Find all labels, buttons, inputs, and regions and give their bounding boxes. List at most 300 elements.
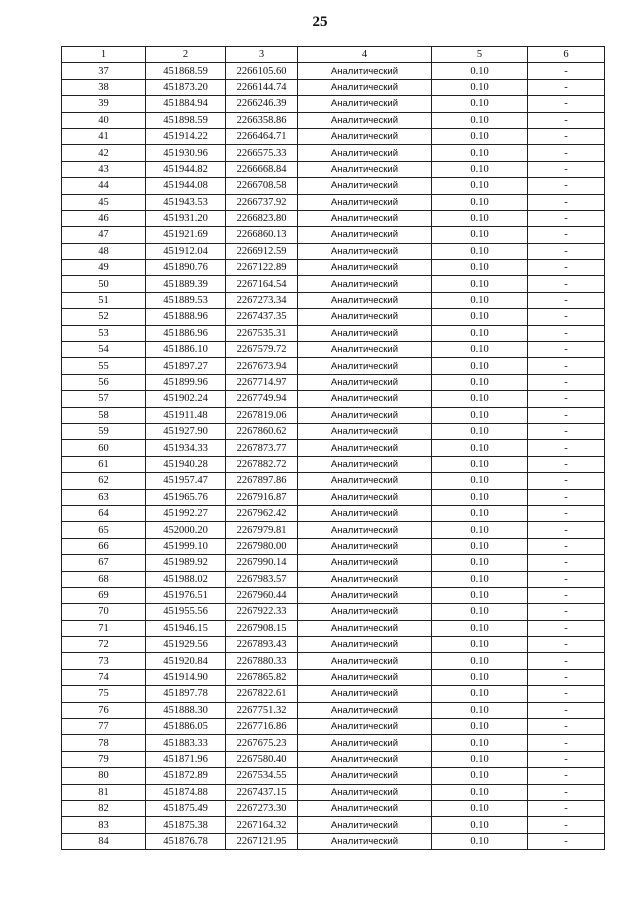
- x-coordinate-cell: 451890.76: [146, 260, 226, 276]
- point-number-cell: 65: [62, 522, 146, 538]
- method-cell: Аналитический: [298, 473, 432, 489]
- header-cell: 2: [146, 47, 226, 63]
- point-number-cell: 59: [62, 423, 146, 439]
- table-row: [62, 358, 605, 374]
- method-cell: Аналитический: [298, 669, 432, 685]
- accuracy-cell: 0.10: [432, 79, 528, 95]
- method-cell: Аналитический: [298, 96, 432, 112]
- accuracy-cell: 0.10: [432, 538, 528, 554]
- accuracy-cell: 0.10: [432, 669, 528, 685]
- note-cell: -: [528, 194, 605, 210]
- x-coordinate-cell: 451988.02: [146, 571, 226, 587]
- point-number-cell: 47: [62, 227, 146, 243]
- method-cell: Аналитический: [298, 440, 432, 456]
- table-row: [62, 210, 605, 226]
- y-coordinate-cell: 2267897.86: [226, 473, 298, 489]
- x-coordinate-cell: 451927.90: [146, 423, 226, 439]
- note-cell: -: [528, 210, 605, 226]
- accuracy-cell: 0.10: [432, 768, 528, 784]
- y-coordinate-cell: 2267860.62: [226, 423, 298, 439]
- method-cell: Аналитический: [298, 833, 432, 849]
- table-row: [62, 79, 605, 95]
- note-cell: -: [528, 505, 605, 521]
- table-row: [62, 374, 605, 390]
- table-row: [62, 128, 605, 144]
- y-coordinate-cell: 2266575.33: [226, 145, 298, 161]
- accuracy-cell: 0.10: [432, 735, 528, 751]
- note-cell: -: [528, 227, 605, 243]
- accuracy-cell: 0.10: [432, 686, 528, 702]
- x-coordinate-cell: 451930.96: [146, 145, 226, 161]
- accuracy-cell: 0.10: [432, 620, 528, 636]
- method-cell: Аналитический: [298, 817, 432, 833]
- method-cell: Аналитический: [298, 210, 432, 226]
- y-coordinate-cell: 2267121.95: [226, 833, 298, 849]
- method-cell: Аналитический: [298, 784, 432, 800]
- table-row: [62, 489, 605, 505]
- accuracy-cell: 0.10: [432, 505, 528, 521]
- point-number-cell: 70: [62, 604, 146, 620]
- table-row: [62, 637, 605, 653]
- point-number-cell: 54: [62, 342, 146, 358]
- accuracy-cell: 0.10: [432, 751, 528, 767]
- accuracy-cell: 0.10: [432, 423, 528, 439]
- y-coordinate-cell: 2267960.44: [226, 587, 298, 603]
- x-coordinate-cell: 451883.33: [146, 735, 226, 751]
- method-cell: Аналитический: [298, 79, 432, 95]
- note-cell: -: [528, 423, 605, 439]
- method-cell: Аналитический: [298, 325, 432, 341]
- point-number-cell: 69: [62, 587, 146, 603]
- y-coordinate-cell: 2267882.72: [226, 456, 298, 472]
- accuracy-cell: 0.10: [432, 227, 528, 243]
- y-coordinate-cell: 2267437.15: [226, 784, 298, 800]
- table-header: [62, 47, 605, 63]
- table-row: [62, 784, 605, 800]
- note-cell: -: [528, 374, 605, 390]
- table-row: [62, 587, 605, 603]
- method-cell: Аналитический: [298, 145, 432, 161]
- point-number-cell: 62: [62, 473, 146, 489]
- header-cell: 3: [226, 47, 298, 63]
- table-body: [62, 63, 605, 850]
- method-cell: Аналитический: [298, 112, 432, 128]
- y-coordinate-cell: 2266144.74: [226, 79, 298, 95]
- point-number-cell: 77: [62, 719, 146, 735]
- table-row: [62, 719, 605, 735]
- point-number-cell: 79: [62, 751, 146, 767]
- note-cell: -: [528, 620, 605, 636]
- x-coordinate-cell: 452000.20: [146, 522, 226, 538]
- note-cell: -: [528, 669, 605, 685]
- method-cell: Аналитический: [298, 489, 432, 505]
- accuracy-cell: 0.10: [432, 63, 528, 79]
- note-cell: -: [528, 833, 605, 849]
- y-coordinate-cell: 2266860.13: [226, 227, 298, 243]
- method-cell: Аналитический: [298, 587, 432, 603]
- accuracy-cell: 0.10: [432, 440, 528, 456]
- x-coordinate-cell: 451902.24: [146, 391, 226, 407]
- point-number-cell: 49: [62, 260, 146, 276]
- accuracy-cell: 0.10: [432, 178, 528, 194]
- method-cell: Аналитический: [298, 128, 432, 144]
- header-cell: 1: [62, 47, 146, 63]
- x-coordinate-cell: 451929.56: [146, 637, 226, 653]
- point-number-cell: 76: [62, 702, 146, 718]
- accuracy-cell: 0.10: [432, 96, 528, 112]
- note-cell: -: [528, 309, 605, 325]
- table-row: [62, 63, 605, 79]
- accuracy-cell: 0.10: [432, 522, 528, 538]
- method-cell: Аналитический: [298, 604, 432, 620]
- point-number-cell: 72: [62, 637, 146, 653]
- point-number-cell: 41: [62, 128, 146, 144]
- x-coordinate-cell: 451897.27: [146, 358, 226, 374]
- table-row: [62, 620, 605, 636]
- method-cell: Аналитический: [298, 260, 432, 276]
- accuracy-cell: 0.10: [432, 112, 528, 128]
- accuracy-cell: 0.10: [432, 456, 528, 472]
- note-cell: -: [528, 473, 605, 489]
- point-number-cell: 74: [62, 669, 146, 685]
- accuracy-cell: 0.10: [432, 260, 528, 276]
- table-row: [62, 243, 605, 259]
- note-cell: -: [528, 161, 605, 177]
- table-row: [62, 309, 605, 325]
- note-cell: -: [528, 768, 605, 784]
- x-coordinate-cell: 451876.78: [146, 833, 226, 849]
- y-coordinate-cell: 2267819.06: [226, 407, 298, 423]
- x-coordinate-cell: 451889.39: [146, 276, 226, 292]
- table-row: [62, 145, 605, 161]
- note-cell: -: [528, 784, 605, 800]
- note-cell: -: [528, 604, 605, 620]
- method-cell: Аналитический: [298, 358, 432, 374]
- accuracy-cell: 0.10: [432, 800, 528, 816]
- x-coordinate-cell: 451911.48: [146, 407, 226, 423]
- y-coordinate-cell: 2267908.15: [226, 620, 298, 636]
- note-cell: -: [528, 751, 605, 767]
- x-coordinate-cell: 451873.20: [146, 79, 226, 95]
- method-cell: Аналитический: [298, 391, 432, 407]
- x-coordinate-cell: 451888.96: [146, 309, 226, 325]
- point-number-cell: 45: [62, 194, 146, 210]
- table-row: [62, 227, 605, 243]
- x-coordinate-cell: 451912.04: [146, 243, 226, 259]
- y-coordinate-cell: 2267164.32: [226, 817, 298, 833]
- header-cell: 4: [298, 47, 432, 63]
- point-number-cell: 67: [62, 555, 146, 571]
- x-coordinate-cell: 451914.90: [146, 669, 226, 685]
- note-cell: -: [528, 637, 605, 653]
- x-coordinate-cell: 451886.05: [146, 719, 226, 735]
- x-coordinate-cell: 451976.51: [146, 587, 226, 603]
- method-cell: Аналитический: [298, 751, 432, 767]
- x-coordinate-cell: 451889.53: [146, 292, 226, 308]
- x-coordinate-cell: 451992.27: [146, 505, 226, 521]
- table-row: [62, 456, 605, 472]
- point-number-cell: 48: [62, 243, 146, 259]
- y-coordinate-cell: 2267980.00: [226, 538, 298, 554]
- accuracy-cell: 0.10: [432, 604, 528, 620]
- x-coordinate-cell: 451897.78: [146, 686, 226, 702]
- note-cell: -: [528, 178, 605, 194]
- x-coordinate-cell: 451914.22: [146, 128, 226, 144]
- note-cell: -: [528, 800, 605, 816]
- table-row: [62, 292, 605, 308]
- note-cell: -: [528, 260, 605, 276]
- method-cell: Аналитический: [298, 637, 432, 653]
- y-coordinate-cell: 2267580.40: [226, 751, 298, 767]
- method-cell: Аналитический: [298, 735, 432, 751]
- accuracy-cell: 0.10: [432, 243, 528, 259]
- accuracy-cell: 0.10: [432, 342, 528, 358]
- accuracy-cell: 0.10: [432, 374, 528, 390]
- accuracy-cell: 0.10: [432, 555, 528, 571]
- method-cell: Аналитический: [298, 309, 432, 325]
- y-coordinate-cell: 2267273.30: [226, 800, 298, 816]
- accuracy-cell: 0.10: [432, 489, 528, 505]
- table-row: [62, 653, 605, 669]
- note-cell: -: [528, 276, 605, 292]
- point-number-cell: 38: [62, 79, 146, 95]
- x-coordinate-cell: 451965.76: [146, 489, 226, 505]
- method-cell: Аналитический: [298, 374, 432, 390]
- note-cell: -: [528, 358, 605, 374]
- table-row: [62, 276, 605, 292]
- note-cell: -: [528, 391, 605, 407]
- point-number-cell: 44: [62, 178, 146, 194]
- x-coordinate-cell: 451899.96: [146, 374, 226, 390]
- note-cell: -: [528, 489, 605, 505]
- y-coordinate-cell: 2267749.94: [226, 391, 298, 407]
- y-coordinate-cell: 2267716.86: [226, 719, 298, 735]
- accuracy-cell: 0.10: [432, 473, 528, 489]
- note-cell: -: [528, 735, 605, 751]
- y-coordinate-cell: 2266246.39: [226, 96, 298, 112]
- accuracy-cell: 0.10: [432, 194, 528, 210]
- x-coordinate-cell: 451875.38: [146, 817, 226, 833]
- note-cell: -: [528, 538, 605, 554]
- x-coordinate-cell: 451944.08: [146, 178, 226, 194]
- header-cell: 5: [432, 47, 528, 63]
- table-row: [62, 260, 605, 276]
- point-number-cell: 80: [62, 768, 146, 784]
- table-row: [62, 391, 605, 407]
- point-number-cell: 60: [62, 440, 146, 456]
- note-cell: -: [528, 555, 605, 571]
- point-number-cell: 63: [62, 489, 146, 505]
- table-row: [62, 571, 605, 587]
- y-coordinate-cell: 2267893.43: [226, 637, 298, 653]
- table-row: [62, 161, 605, 177]
- table-row: [62, 178, 605, 194]
- x-coordinate-cell: 451898.59: [146, 112, 226, 128]
- header-row: [62, 47, 605, 63]
- table-row: [62, 833, 605, 849]
- x-coordinate-cell: 451886.10: [146, 342, 226, 358]
- table-row: [62, 702, 605, 718]
- point-number-cell: 51: [62, 292, 146, 308]
- y-coordinate-cell: 2266358.86: [226, 112, 298, 128]
- point-number-cell: 73: [62, 653, 146, 669]
- method-cell: Аналитический: [298, 276, 432, 292]
- y-coordinate-cell: 2267990.14: [226, 555, 298, 571]
- point-number-cell: 82: [62, 800, 146, 816]
- y-coordinate-cell: 2267122.89: [226, 260, 298, 276]
- method-cell: Аналитический: [298, 768, 432, 784]
- header-cell: 6: [528, 47, 605, 63]
- point-number-cell: 37: [62, 63, 146, 79]
- method-cell: Аналитический: [298, 407, 432, 423]
- table-row: [62, 423, 605, 439]
- point-number-cell: 43: [62, 161, 146, 177]
- point-number-cell: 61: [62, 456, 146, 472]
- table-row: [62, 194, 605, 210]
- table-row: [62, 751, 605, 767]
- table-row: [62, 686, 605, 702]
- accuracy-cell: 0.10: [432, 128, 528, 144]
- note-cell: -: [528, 145, 605, 161]
- accuracy-cell: 0.10: [432, 637, 528, 653]
- y-coordinate-cell: 2267437.35: [226, 309, 298, 325]
- x-coordinate-cell: 451999.10: [146, 538, 226, 554]
- point-number-cell: 64: [62, 505, 146, 521]
- table-row: [62, 407, 605, 423]
- method-cell: Аналитический: [298, 522, 432, 538]
- table-row: [62, 473, 605, 489]
- x-coordinate-cell: 451872.89: [146, 768, 226, 784]
- y-coordinate-cell: 2267865.82: [226, 669, 298, 685]
- note-cell: -: [528, 325, 605, 341]
- method-cell: Аналитический: [298, 423, 432, 439]
- x-coordinate-cell: 451871.96: [146, 751, 226, 767]
- table-row: [62, 555, 605, 571]
- method-cell: Аналитический: [298, 292, 432, 308]
- point-number-cell: 58: [62, 407, 146, 423]
- y-coordinate-cell: 2267675.23: [226, 735, 298, 751]
- note-cell: -: [528, 587, 605, 603]
- accuracy-cell: 0.10: [432, 817, 528, 833]
- note-cell: -: [528, 342, 605, 358]
- point-number-cell: 57: [62, 391, 146, 407]
- method-cell: Аналитический: [298, 653, 432, 669]
- table-row: [62, 817, 605, 833]
- method-cell: Аналитический: [298, 538, 432, 554]
- method-cell: Аналитический: [298, 63, 432, 79]
- table-row: [62, 768, 605, 784]
- method-cell: Аналитический: [298, 243, 432, 259]
- x-coordinate-cell: 451868.59: [146, 63, 226, 79]
- y-coordinate-cell: 2267979.81: [226, 522, 298, 538]
- accuracy-cell: 0.10: [432, 210, 528, 226]
- x-coordinate-cell: 451886.96: [146, 325, 226, 341]
- method-cell: Аналитический: [298, 800, 432, 816]
- x-coordinate-cell: 451888.30: [146, 702, 226, 718]
- y-coordinate-cell: 2267880.33: [226, 653, 298, 669]
- note-cell: -: [528, 817, 605, 833]
- page-number: 25: [312, 14, 328, 30]
- point-number-cell: 84: [62, 833, 146, 849]
- y-coordinate-cell: 2267822.61: [226, 686, 298, 702]
- y-coordinate-cell: 2267922.33: [226, 604, 298, 620]
- accuracy-cell: 0.10: [432, 358, 528, 374]
- y-coordinate-cell: 2267535.31: [226, 325, 298, 341]
- point-number-cell: 53: [62, 325, 146, 341]
- table-row: [62, 440, 605, 456]
- note-cell: -: [528, 702, 605, 718]
- x-coordinate-cell: 451931.20: [146, 210, 226, 226]
- point-number-cell: 78: [62, 735, 146, 751]
- note-cell: -: [528, 407, 605, 423]
- x-coordinate-cell: 451934.33: [146, 440, 226, 456]
- note-cell: -: [528, 292, 605, 308]
- note-cell: -: [528, 112, 605, 128]
- method-cell: Аналитический: [298, 161, 432, 177]
- point-number-cell: 68: [62, 571, 146, 587]
- accuracy-cell: 0.10: [432, 587, 528, 603]
- method-cell: Аналитический: [298, 702, 432, 718]
- point-number-cell: 50: [62, 276, 146, 292]
- accuracy-cell: 0.10: [432, 292, 528, 308]
- table-row: [62, 325, 605, 341]
- point-number-cell: 71: [62, 620, 146, 636]
- accuracy-cell: 0.10: [432, 325, 528, 341]
- note-cell: -: [528, 456, 605, 472]
- table-row: [62, 669, 605, 685]
- method-cell: Аналитический: [298, 571, 432, 587]
- point-number-cell: 52: [62, 309, 146, 325]
- point-number-cell: 40: [62, 112, 146, 128]
- table-row: [62, 505, 605, 521]
- accuracy-cell: 0.10: [432, 653, 528, 669]
- y-coordinate-cell: 2267673.94: [226, 358, 298, 374]
- y-coordinate-cell: 2266737.92: [226, 194, 298, 210]
- y-coordinate-cell: 2267579.72: [226, 342, 298, 358]
- table-row: [62, 112, 605, 128]
- note-cell: -: [528, 79, 605, 95]
- point-number-cell: 46: [62, 210, 146, 226]
- point-number-cell: 81: [62, 784, 146, 800]
- accuracy-cell: 0.10: [432, 145, 528, 161]
- accuracy-cell: 0.10: [432, 309, 528, 325]
- point-number-cell: 39: [62, 96, 146, 112]
- y-coordinate-cell: 2267751.32: [226, 702, 298, 718]
- y-coordinate-cell: 2266823.80: [226, 210, 298, 226]
- x-coordinate-cell: 451944.82: [146, 161, 226, 177]
- accuracy-cell: 0.10: [432, 702, 528, 718]
- x-coordinate-cell: 451943.53: [146, 194, 226, 210]
- table-row: [62, 735, 605, 751]
- point-number-cell: 55: [62, 358, 146, 374]
- point-number-cell: 75: [62, 686, 146, 702]
- x-coordinate-cell: 451957.47: [146, 473, 226, 489]
- note-cell: -: [528, 571, 605, 587]
- accuracy-cell: 0.10: [432, 784, 528, 800]
- method-cell: Аналитический: [298, 342, 432, 358]
- x-coordinate-cell: 451989.92: [146, 555, 226, 571]
- y-coordinate-cell: 2266912.59: [226, 243, 298, 259]
- note-cell: -: [528, 719, 605, 735]
- method-cell: Аналитический: [298, 555, 432, 571]
- method-cell: Аналитический: [298, 686, 432, 702]
- y-coordinate-cell: 2266708.58: [226, 178, 298, 194]
- x-coordinate-cell: 451921.69: [146, 227, 226, 243]
- note-cell: -: [528, 243, 605, 259]
- point-number-cell: 42: [62, 145, 146, 161]
- y-coordinate-cell: 2267534.55: [226, 768, 298, 784]
- accuracy-cell: 0.10: [432, 407, 528, 423]
